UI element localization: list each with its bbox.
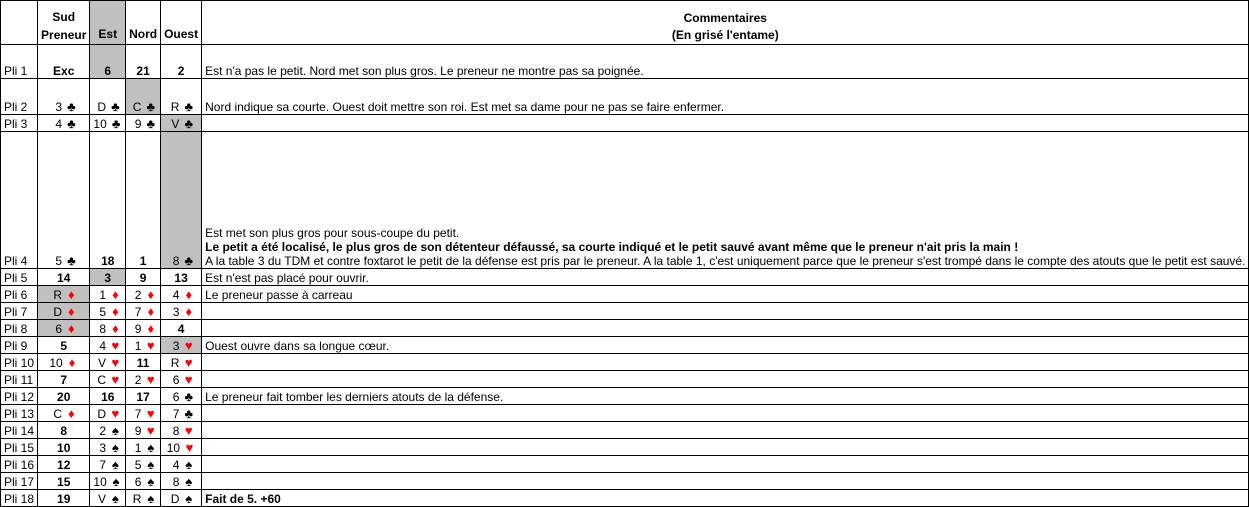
card-est (90, 354, 126, 371)
trick-label: Pli 5 (1, 269, 38, 286)
trump-value: 21 (136, 64, 150, 78)
card-rank: 6 (172, 373, 180, 387)
trick-row (1, 269, 1249, 286)
header-est: Est (90, 1, 126, 45)
trick-label: Pli 4 (1, 132, 38, 269)
trick-label: Pli 17 (1, 473, 38, 490)
heart-icon: ♥ (184, 372, 193, 387)
card-ouest (161, 490, 202, 507)
card-est (90, 115, 126, 132)
card-rank: 1 (134, 441, 142, 455)
spade-icon: ♠ (147, 491, 155, 506)
card-ouest (161, 45, 202, 79)
comment-cell (202, 422, 1249, 439)
comment-highlight: Le petit a été localisé, le plus gros de son détenteur défaussé, sa courte indiqué et le petit sauvé avant même que le preneur n'ait pris la main ! (205, 240, 1019, 254)
card-nord (126, 132, 161, 269)
card-rank: 4 (55, 117, 63, 131)
club-icon: ♣ (184, 116, 194, 131)
card-ouest (161, 439, 202, 456)
card-est (90, 132, 126, 269)
card-nord (126, 456, 161, 473)
trick-row (1, 490, 1249, 507)
comment-cell (202, 79, 1249, 115)
diamond-icon: ♦ (185, 287, 193, 302)
trick-label: Pli 11 (1, 371, 38, 388)
card-rank: 10 (93, 117, 107, 131)
heart-icon: ♥ (184, 338, 193, 353)
card-sud (38, 115, 90, 132)
card-sud (38, 132, 90, 269)
comment-cell (202, 456, 1249, 473)
header-ouest: Ouest (161, 1, 202, 45)
comment-cell (202, 405, 1249, 422)
club-icon: ♣ (184, 99, 194, 114)
card-rank: C (132, 100, 142, 114)
card-sud (38, 45, 90, 79)
card-nord (126, 45, 161, 79)
trump-value: 8 (60, 424, 68, 438)
card-rank: 5 (134, 458, 142, 472)
card-sud (38, 269, 90, 286)
trick-row (1, 132, 1249, 269)
diamond-icon: ♦ (147, 287, 155, 302)
comment-highlight: Fait de 5. +60 (205, 492, 281, 506)
comment-cell (202, 115, 1249, 132)
card-rank: D (97, 407, 107, 421)
trick-row (1, 354, 1249, 371)
diamond-icon: ♦ (68, 321, 75, 336)
diamond-icon: ♦ (112, 321, 119, 336)
trick-row (1, 79, 1249, 115)
trick-row (1, 439, 1249, 456)
spade-icon: ♠ (111, 457, 119, 472)
card-rank: 6 (172, 390, 180, 404)
trick-row (1, 371, 1249, 388)
card-rank: 1 (134, 339, 142, 353)
card-nord (126, 303, 161, 320)
card-est (90, 303, 126, 320)
card-sud (38, 79, 90, 115)
spade-icon: ♠ (147, 474, 155, 489)
card-ouest (161, 422, 202, 439)
comment-text: A la table 3 du TDM et contre foxtarot le petit de la défense est pris par le preneur. A la table 1, c'est uniquement parce que le preneur s'est trompé dans le compte des atouts que le petit est sauvé. (205, 254, 1246, 268)
card-rank: V (98, 492, 107, 506)
card-ouest (161, 473, 202, 490)
card-rank: 10 (93, 475, 107, 489)
comment-cell (202, 439, 1249, 456)
comment-cell (202, 320, 1249, 337)
trick-label: Pli 16 (1, 456, 38, 473)
card-rank: 1 (99, 288, 107, 302)
trick-row (1, 45, 1249, 79)
trump-value: 20 (57, 390, 71, 404)
card-rank: 3 (172, 339, 180, 353)
comment-cell (202, 132, 1249, 269)
diamond-icon: ♦ (68, 406, 75, 421)
header-nord: Nord (126, 1, 161, 45)
comment-text: Est n'est pas placé pour ouvrir. (205, 271, 369, 285)
card-rank: D (53, 305, 63, 319)
card-sud (38, 337, 90, 354)
card-ouest (161, 354, 202, 371)
comment-cell (202, 286, 1249, 303)
card-sud (38, 422, 90, 439)
club-icon: ♣ (184, 389, 194, 404)
trick-label: Pli 18 (1, 490, 38, 507)
card-nord (126, 286, 161, 303)
diamond-icon: ♦ (185, 304, 193, 319)
card-rank: 4 (172, 288, 180, 302)
trump-value: 12 (57, 458, 71, 472)
trick-row (1, 303, 1249, 320)
heart-icon: ♥ (111, 355, 120, 370)
heart-icon: ♥ (146, 372, 155, 387)
trump-value: 5 (60, 339, 68, 353)
header-row (1, 1, 1249, 45)
card-nord (126, 439, 161, 456)
card-rank: C (53, 407, 63, 421)
diamond-icon: ♦ (68, 355, 76, 370)
card-ouest (161, 303, 202, 320)
diamond-icon: ♦ (147, 304, 155, 319)
heart-icon: ♥ (184, 423, 193, 438)
card-rank: R (170, 100, 180, 114)
card-ouest (161, 79, 202, 115)
card-rank: 7 (172, 407, 180, 421)
trick-label: Pli 9 (1, 337, 38, 354)
card-est (90, 422, 126, 439)
trump-value: 6 (104, 64, 112, 78)
card-est (90, 45, 126, 79)
card-sud (38, 303, 90, 320)
trick-label: Pli 8 (1, 320, 38, 337)
card-rank: 8 (172, 424, 180, 438)
card-sud (38, 354, 90, 371)
card-ouest (161, 115, 202, 132)
card-nord (126, 490, 161, 507)
spade-icon: ♠ (147, 440, 155, 455)
card-est (90, 405, 126, 422)
comment-cell (202, 354, 1249, 371)
card-est (90, 439, 126, 456)
card-sud (38, 286, 90, 303)
card-est (90, 490, 126, 507)
card-est (90, 79, 126, 115)
card-sud (38, 405, 90, 422)
trick-label: Pli 15 (1, 439, 38, 456)
card-rank: D (97, 100, 107, 114)
trick-label: Pli 2 (1, 79, 38, 115)
card-sud (38, 456, 90, 473)
card-rank: V (171, 117, 180, 131)
club-icon: ♣ (146, 116, 156, 131)
card-rank: 5 (99, 305, 107, 319)
card-rank: 3 (99, 441, 107, 455)
card-rank: 5 (55, 254, 63, 268)
trick-row (1, 422, 1249, 439)
card-ouest (161, 337, 202, 354)
spade-icon: ♠ (111, 440, 119, 455)
trump-value: 15 (57, 475, 71, 489)
card-rank: 2 (99, 424, 107, 438)
spade-icon: ♠ (185, 474, 193, 489)
heart-icon: ♥ (111, 338, 120, 353)
card-ouest (161, 132, 202, 269)
trick-row (1, 388, 1249, 405)
trick-label: Pli 14 (1, 422, 38, 439)
card-rank: 8 (172, 254, 180, 268)
trick-row (1, 286, 1249, 303)
card-nord (126, 405, 161, 422)
card-sud (38, 388, 90, 405)
spade-icon: ♠ (147, 457, 155, 472)
comment-cell (202, 388, 1249, 405)
card-rank: 8 (99, 322, 107, 336)
header-sud (38, 1, 90, 45)
spade-icon: ♠ (111, 491, 119, 506)
card-ouest (161, 456, 202, 473)
club-icon: ♣ (111, 116, 121, 131)
card-rank: 10 (49, 356, 63, 370)
card-rank: D (170, 492, 180, 506)
card-rank: 3 (55, 100, 63, 114)
comment-cell (202, 337, 1249, 354)
club-icon: ♣ (67, 116, 76, 131)
comment-text: Est n'a pas le petit. Nord met son plus gros. Le preneur ne montre pas sa poignée. (205, 64, 644, 78)
heart-icon: ♥ (146, 338, 155, 353)
comment-text: Ouest ouvre dans sa longue cœur. (205, 339, 390, 353)
card-sud (38, 320, 90, 337)
card-nord (126, 388, 161, 405)
comment-text: Le preneur passe à carreau (205, 288, 353, 302)
comment-text: Est met son plus gros pour sous-coupe du petit. (205, 226, 460, 240)
card-rank: R (53, 288, 63, 302)
trick-label: Pli 12 (1, 388, 38, 405)
trick-row (1, 320, 1249, 337)
header-sud-line1: Sud (52, 10, 76, 24)
trump-value: 4 (177, 322, 185, 336)
trick-label: Pli 1 (1, 45, 38, 79)
comment-cell (202, 269, 1249, 286)
trick-label: Pli 13 (1, 405, 38, 422)
card-ouest (161, 405, 202, 422)
spade-icon: ♠ (185, 491, 193, 506)
card-est (90, 269, 126, 286)
comment-text: Le preneur fait tomber les derniers atouts de la défense. (205, 390, 504, 404)
card-rank: 4 (99, 339, 107, 353)
trick-row (1, 337, 1249, 354)
comment-cell (202, 303, 1249, 320)
trump-value: 11 (136, 356, 150, 370)
card-rank: 7 (99, 458, 107, 472)
comment-cell (202, 371, 1249, 388)
card-rank: 3 (172, 305, 180, 319)
card-sud (38, 371, 90, 388)
trump-value: 7 (60, 373, 68, 387)
trump-value: 10 (57, 441, 71, 455)
card-nord (126, 354, 161, 371)
header-comments-line1: Commentaires (683, 11, 767, 25)
card-rank: 7 (134, 407, 142, 421)
card-est (90, 337, 126, 354)
card-nord (126, 320, 161, 337)
trick-row (1, 405, 1249, 422)
card-rank: 9 (134, 117, 142, 131)
trick-rows (1, 45, 1249, 507)
header-comments-line2: (En grisé l'entame) (671, 28, 779, 42)
comment-cell (202, 473, 1249, 490)
card-rank: 7 (134, 305, 142, 319)
club-icon: ♣ (67, 99, 76, 114)
card-nord (126, 473, 161, 490)
card-ouest (161, 269, 202, 286)
spade-icon: ♠ (111, 423, 119, 438)
card-sud (38, 490, 90, 507)
diamond-icon: ♦ (112, 304, 119, 319)
trump-value: 14 (57, 271, 71, 285)
card-rank: 6 (55, 322, 63, 336)
card-nord (126, 79, 161, 115)
card-rank: C (97, 373, 107, 387)
comment-cell (202, 45, 1249, 79)
card-est (90, 388, 126, 405)
diamond-icon: ♦ (68, 304, 75, 319)
heart-icon: ♥ (184, 355, 193, 370)
card-rank: 4 (172, 458, 180, 472)
spade-icon: ♠ (185, 457, 193, 472)
card-nord (126, 422, 161, 439)
card-rank: 10 (166, 441, 181, 455)
card-nord (126, 115, 161, 132)
card-rank: V (98, 356, 107, 370)
card-nord (126, 337, 161, 354)
trick-label: Pli 10 (1, 354, 38, 371)
trump-value: 9 (139, 271, 147, 285)
heart-icon: ♥ (111, 406, 120, 421)
comment-text: Nord indique sa courte. Ouest doit mettre son roi. Est met sa dame pour ne pas se faire enfermer. (205, 100, 725, 114)
card-ouest (161, 320, 202, 337)
card-sud (38, 439, 90, 456)
comment-cell (202, 490, 1249, 507)
trump-value: 17 (136, 390, 150, 404)
card-ouest (161, 286, 202, 303)
heart-icon: ♥ (185, 440, 194, 455)
trick-label: Pli 7 (1, 303, 38, 320)
heart-icon: ♥ (146, 423, 155, 438)
trump-value: 2 (177, 64, 185, 78)
card-est (90, 286, 126, 303)
trump-value: 19 (57, 492, 71, 506)
trump-value: 16 (101, 390, 115, 404)
trick-row (1, 473, 1249, 490)
heart-icon: ♥ (146, 406, 155, 421)
trump-value: 3 (104, 271, 112, 285)
trick-label: Pli 6 (1, 286, 38, 303)
card-nord (126, 269, 161, 286)
card-rank: 9 (134, 424, 142, 438)
card-nord (126, 371, 161, 388)
trump-value: 18 (101, 254, 115, 268)
club-icon: ♣ (184, 406, 194, 421)
card-ouest (161, 388, 202, 405)
trump-value: 13 (174, 271, 188, 285)
card-est (90, 371, 126, 388)
trump-value: 1 (139, 254, 147, 268)
corner-cell (1, 1, 38, 45)
club-icon: ♣ (67, 253, 76, 268)
card-est (90, 456, 126, 473)
card-est (90, 320, 126, 337)
header-sud-line2: Preneur (41, 28, 87, 42)
card-rank: 8 (172, 475, 180, 489)
card-rank: 2 (134, 288, 142, 302)
diamond-icon: ♦ (112, 287, 119, 302)
card-rank: 9 (134, 322, 142, 336)
diamond-icon: ♦ (68, 287, 75, 302)
diamond-icon: ♦ (147, 321, 155, 336)
card-ouest (161, 371, 202, 388)
heart-icon: ♥ (111, 372, 120, 387)
club-icon: ♣ (111, 99, 120, 114)
club-icon: ♣ (146, 99, 156, 114)
trick-row (1, 115, 1249, 132)
card-rank: R (170, 356, 180, 370)
trick-label: Pli 3 (1, 115, 38, 132)
spade-icon: ♠ (112, 474, 120, 489)
header-comments (202, 1, 1249, 45)
club-icon: ♣ (184, 253, 194, 268)
card-est (90, 473, 126, 490)
card-sud (38, 473, 90, 490)
trick-row (1, 456, 1249, 473)
card-rank: 6 (134, 475, 142, 489)
trump-value: Exc (53, 64, 75, 78)
card-rank: R (132, 492, 142, 506)
card-rank: 2 (134, 373, 142, 387)
